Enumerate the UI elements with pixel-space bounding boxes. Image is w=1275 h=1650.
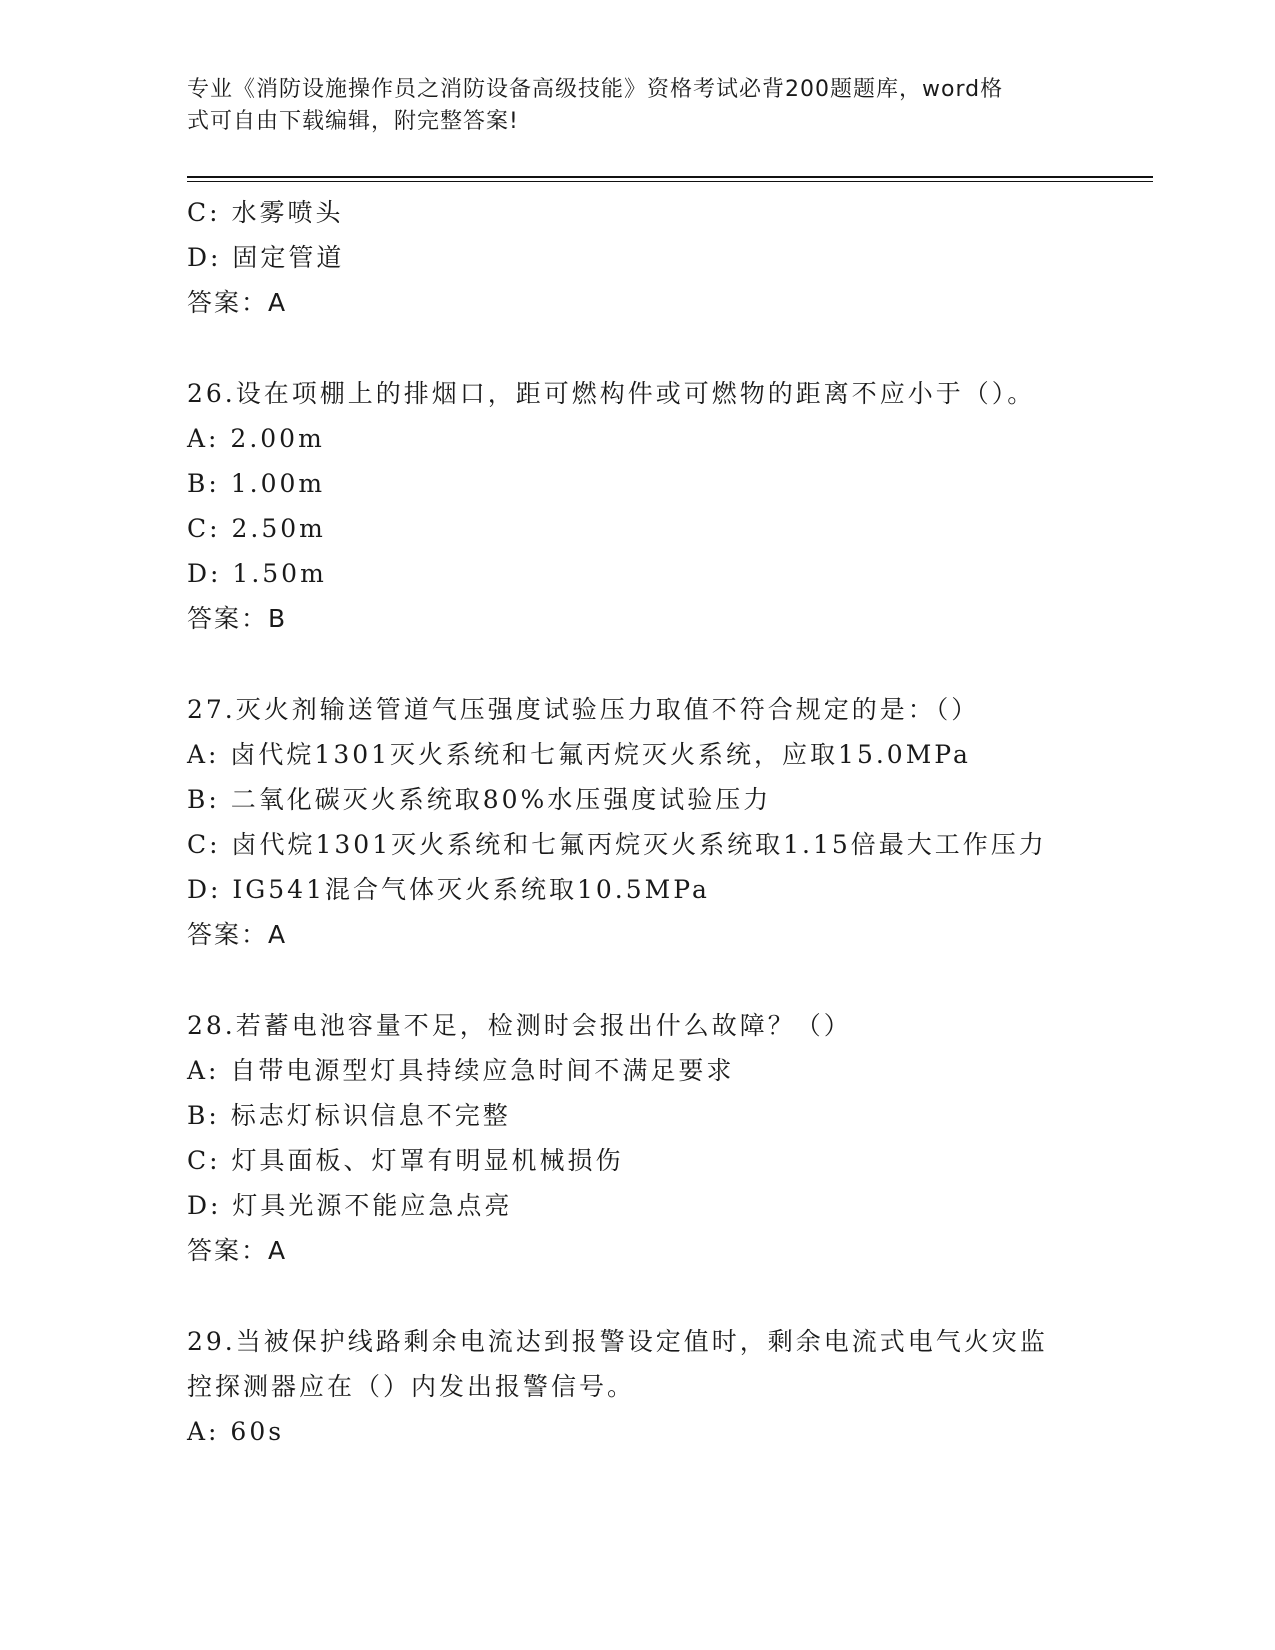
header-line-2: 式可自由下载编辑，附完整答案!	[187, 109, 519, 134]
question-list	[187, 190, 1087, 1454]
answer-text: 答案：A	[187, 288, 288, 317]
question-text: 28.若蓄电池容量不足，检测时会报出什么故障？（）	[187, 1011, 852, 1040]
option-d: D: 1.50m	[187, 559, 327, 588]
answer-text: 答案：A	[187, 920, 288, 949]
option-b: B: 1.00m	[187, 469, 326, 498]
option-c: C: 水雾喷头	[187, 198, 344, 227]
option-b: B: 二氧化碳灭火系统取80%水压强度试验压力	[187, 785, 772, 814]
option-a: A: 2.00m	[187, 424, 325, 453]
question-26	[187, 371, 1087, 641]
option-a: A: 卤代烷1301灭火系统和七氟丙烷灭火系统，应取15.0MPa	[187, 740, 971, 769]
header-rule-thick	[187, 176, 1153, 178]
question-25-tail	[187, 190, 1087, 325]
option-c: C: 灯具面板、灯罩有明显机械损伤	[187, 1146, 624, 1175]
question-text: 26.设在项棚上的排烟口，距可燃构件或可燃物的距离不应小于（）。	[187, 379, 1036, 408]
answer-text: 答案：B	[187, 604, 288, 633]
header-rule-thin	[187, 181, 1153, 182]
option-c: C: 2.50m	[187, 514, 326, 543]
spacer	[187, 641, 1087, 687]
spacer	[187, 957, 1087, 1003]
question-29	[187, 1319, 1087, 1454]
question-28	[187, 1003, 1087, 1273]
question-text: 27.灭火剂输送管道气压强度试验压力取值不符合规定的是：（）	[187, 695, 980, 724]
option-d: D: 固定管道	[187, 243, 345, 272]
header-line-1: 专业《消防设施操作员之消防设备高级技能》资格考试必背200题题库，word格	[187, 77, 1004, 102]
option-c: C: 卤代烷1301灭火系统和七氟丙烷灭火系统取1.15倍最大工作压力	[187, 830, 1047, 859]
spacer	[187, 325, 1087, 371]
spacer	[187, 1273, 1087, 1319]
option-b: B: 标志灯标识信息不完整	[187, 1101, 511, 1130]
question-text-line-1: 29.当被保护线路剩余电流达到报警设定值时，剩余电流式电气火灾监	[187, 1327, 1048, 1356]
document-header	[187, 74, 1067, 138]
option-d: D: 灯具光源不能应急点亮	[187, 1191, 513, 1220]
question-27	[187, 687, 1087, 957]
answer-text: 答案：A	[187, 1236, 288, 1265]
question-text-line-2: 控探测器应在（）内发出报警信号。	[187, 1372, 636, 1401]
option-a: A: 自带电源型灯具持续应急时间不满足要求	[187, 1056, 735, 1085]
option-a: A: 60s	[187, 1417, 285, 1446]
option-d: D: IG541混合气体灭火系统取10.5MPa	[187, 875, 710, 904]
